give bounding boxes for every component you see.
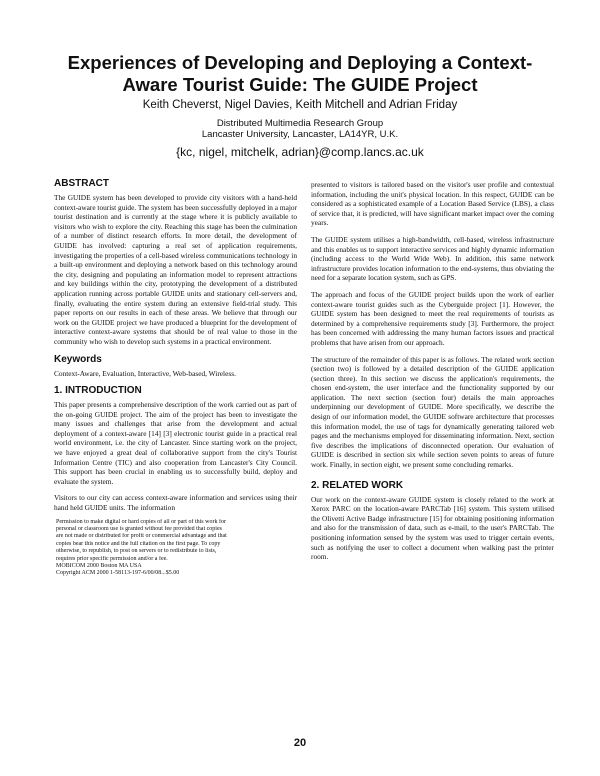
abstract-heading: ABSTRACT <box>54 178 109 189</box>
keywords-text: Context-Aware, Evaluation, Interactive, Web-based, Wireless. <box>54 368 236 378</box>
affiliation <box>40 118 560 140</box>
acm-copyright-line: Copyright ACM 2000 1-58113-197-6/00/08...$5.00 <box>56 570 180 577</box>
left-column <box>54 178 297 578</box>
copyright-line: Permission to make digital or hard copies of all or part of this work for <box>56 518 226 525</box>
right-paragraph-1: presented to visitors is tailored based on the visitor's user profile and contextual information, including the unit's physical location. In this respect, GUIDE can be considered as a sophisticated example of a Location Based Service (LBS), a class of service that, it is predicted, will have significant market impact over the coming years. <box>311 180 554 228</box>
author-list: Keith Cheverst, Nigel Davies, Keith Mitchell and Adrian Friday <box>142 99 458 111</box>
related-work-paragraph: Our work on the context-aware GUIDE system is closely related to the work at Xerox PARC on the location-aware PARCTab [16] system. This system utilised the Olivetti Active Badge infrastructure [15] for obtaining positioning information and also for the transmission of data, such as e-mail, to the user's PARCTab. The positioning information sensed by the system was used to trigger certain events, such as notifying the user to collect a document when walking past the printer room. <box>311 494 554 562</box>
right-paragraph-3: The approach and focus of the GUIDE project builds upon the work of earlier context-aware tourist guides such as the Cyberguide project [1]. However, the GUIDE system has been designed to meet the real requirements of tourists as determined by a comprehensive requirements study [3]. Furthermore, the project has been concerned with addressing the many human factors issues and practical problems that have arisen from our approach. <box>311 289 554 347</box>
conference-line: MOBICOM 2000 Boston MA USA <box>56 563 142 570</box>
right-paragraph-4: The structure of the remainder of this paper is as follows. The related work section (section two) is followed by a detailed description of the GUIDE application (section three). In this section we discuss the application's requirements, the chosen end-system, the user interface and the functionality supported by our application. The next section (section four) details the main approaches underpinning our development of GUIDE. More specifically, we describe the design of our information model, the GUIDE software architecture that processes this information model, the use of tags for dynamically generating tailored web pages and the mechanisms employed for disseminating information. Next, section five describes the implications of disconnected operation. Our evaluation of GUIDE is described in section six while section seven points to areas of future work. Finally, in section eight, we present some concluding remarks. <box>311 354 554 470</box>
copyright-line: are not made or distributed for profit or commercial advantage and that <box>56 533 227 540</box>
abstract-text: The GUIDE system has been developed to provide city visitors with a hand-held context-aware tourist guide. The system has been successfully deployed in a major tourist destination and is currently at the stage where it is publicly available to visitors who wish to explore the city. Reaching this stage has been the culmination of a number of distinct research efforts. In more detail, the development of GUIDE has involved: capturing a real set of application requirements, investigating the properties of a cell-based wireless communications technology in a built-up environment and deploying a network based on this technology around the city, designing and populating an information model to represent attractions and key buildings within the city, prototyping the development of a distributed application running across portable GUIDE units and stationary cell-servers and, finally, evaluating the entire system during an extensive field-trial study. This paper reports on our results in each of these areas. We believe that through our work on the GUIDE project we have produced a blueprint for the development of interactive context-aware systems that should be of real value to those in the community who wish to develop such systems in a practical environment. <box>54 193 297 346</box>
right-paragraph-2: The GUIDE system utilises a high-bandwidth, cell-based, wireless infrastructure and this enables us to support interactive services and highly dynamic information (including access to the World Wide Web). In addition, this same network infrastructure provides location information to the end-systems, thus obviating the need for a separate location system, such as GPS. <box>311 234 554 283</box>
copyright-line: personal or classroom use is granted without fee provided that copies <box>56 526 222 533</box>
author-emails: {kc, nigel, mitchelk, adrian}@comp.lancs.ac.uk <box>176 145 424 159</box>
copyright-notice <box>54 519 297 578</box>
page-number: 20 <box>293 737 307 749</box>
paper-title: Experiences of Developing and Deploying a Context-Aware Tourist Guide: The GUIDE Project <box>67 52 533 95</box>
copyright-line: copies bear this notice and the full citation on the first page. To copy <box>56 540 221 547</box>
keywords-heading: Keywords <box>54 353 102 365</box>
copyright-line: otherwise, to republish, to post on servers or to redistribute to lists, <box>56 548 217 555</box>
related-work-heading: 2. RELATED WORK <box>311 479 404 491</box>
introduction-paragraph-2: Visitors to our city can access context-aware information and services using their hand held GUIDE units. The information <box>54 493 297 513</box>
introduction-paragraph-1: This paper presents a comprehensive description of the work carried out as part of the on-going GUIDE project. The aim of the project has been to investigate the many issues and challenges that arise from the development and actual deployment of a context-aware [14] [3] electronic tourist guide in a practical real world environment, i.e. the city of Lancaster. Since starting work on the project, we have enjoyed a great deal of collaborative support from the city's Tourist Information Centre (TIC) and also cooperation from Lancaster's City Council. This support has been crucial in enabling us to successfully build, deploy and evaluate the system. <box>54 400 297 486</box>
affiliation-group: Distributed Multimedia Research Group <box>216 118 384 129</box>
copyright-line: requires prior specific permission and/or a fee. <box>56 555 168 562</box>
affiliation-address: Lancaster University, Lancaster, LA14YR, U.K. <box>201 129 399 140</box>
right-column <box>311 180 554 569</box>
introduction-heading: 1. INTRODUCTION <box>54 385 142 397</box>
